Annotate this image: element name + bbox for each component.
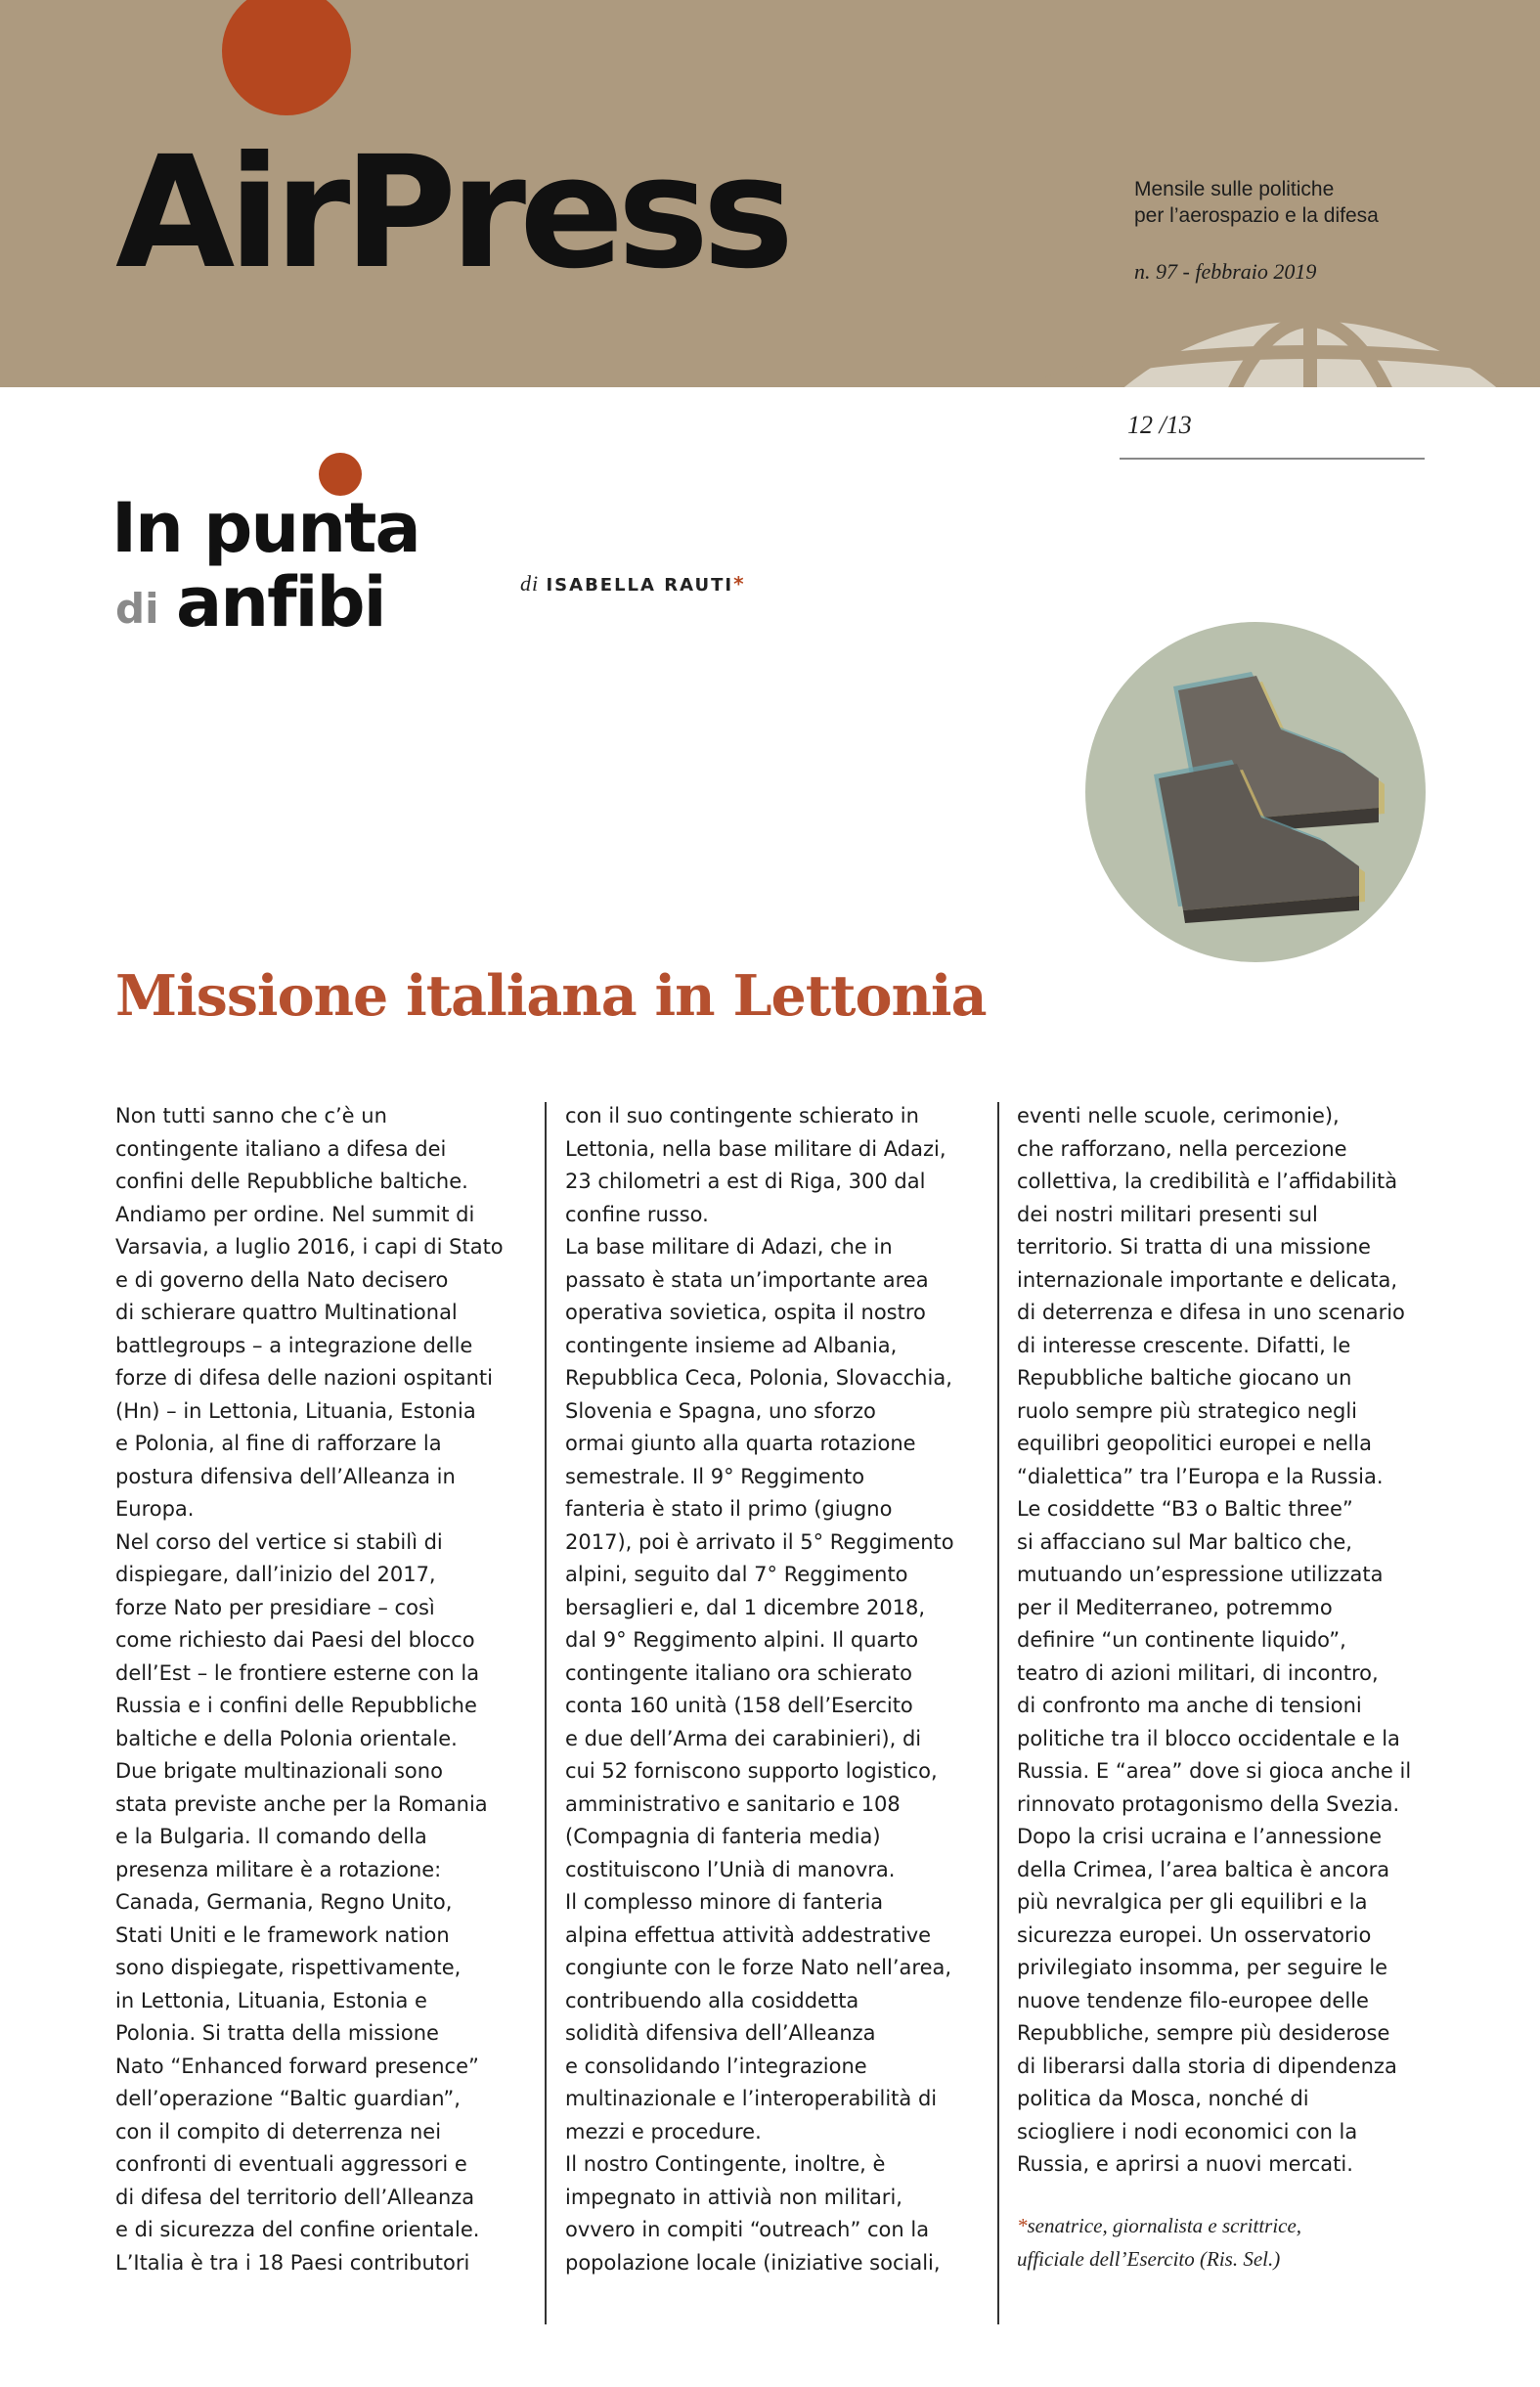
sun-logo-icon — [222, 0, 351, 115]
article-line: sciogliere i nodi economici con la — [1017, 2119, 1358, 2144]
article-line: più nevralgica per gli equilibri e la — [1017, 1890, 1368, 1914]
article-line: e di sicurezza del confine orientale. — [115, 2218, 480, 2241]
article-line: alpina effettua attività addestrative — [565, 1923, 932, 1947]
article-line: per il Mediterraneo, potremmo — [1017, 1595, 1333, 1619]
column-logo-line-2: anfibi — [176, 562, 385, 642]
article-column-2 — [565, 1100, 976, 2279]
article-line: congiunte con le forze Nato nell’area, — [565, 1956, 952, 1979]
article-line: Non tutti sanno che c’è un — [115, 1104, 387, 1127]
article-line: ruolo sempre più strategico negli — [1017, 1398, 1358, 1423]
article-line: Russia. E “area” dove si gioca anche il — [1017, 1759, 1412, 1783]
airpress-logo[interactable]: AirPress — [115, 123, 788, 303]
article-line: contingente italiano a difesa dei — [115, 1136, 447, 1161]
byline — [520, 571, 745, 597]
article-line: Repubblica Ceca, Polonia, Slovacchia, — [565, 1366, 952, 1390]
column-divider — [997, 1102, 999, 2324]
masthead — [0, 0, 1540, 387]
article-line: mutuando un’espressione utilizzata — [1017, 1563, 1384, 1586]
boots-icon — [1085, 622, 1426, 962]
article-line: amministrativo e sanitario e 108 — [565, 1791, 901, 1816]
article-line: 2017), poi è arrivato il 5° Reggimento — [565, 1529, 954, 1554]
article-line: confine russo. — [565, 1202, 709, 1226]
article-line: stata previste anche per la Romania — [115, 1791, 488, 1816]
article-line: privilegiato insomma, per seguire le — [1017, 1956, 1388, 1979]
article-line: rinnovato protagonismo della Svezia. — [1017, 1791, 1400, 1816]
article-line: che rafforzano, nella percezione — [1017, 1136, 1347, 1161]
article-line: Repubbliche, sempre più desiderose — [1017, 2021, 1390, 2045]
article-line: ovvero in compiti “outreach” con la — [565, 2218, 930, 2241]
article-line: con il suo contingente schierato in — [565, 1104, 919, 1127]
article-line: politiche tra il blocco occidentale e la — [1017, 1726, 1400, 1750]
article-line: Canada, Germania, Regno Unito, — [115, 1890, 453, 1914]
article-line: alpini, seguito dal 7° Reggimento — [565, 1563, 908, 1586]
article-line: dispiegare, dall’inizio del 2017, — [115, 1563, 436, 1586]
article-line: forze Nato per presidiare – così — [115, 1595, 435, 1619]
page-number: 12 /13 — [1127, 411, 1192, 439]
article-line: (Compagnia di fanteria media) — [565, 1825, 881, 1848]
byline-star: * — [733, 572, 745, 596]
article-line: contingente italiano ora schierato — [565, 1660, 912, 1685]
footnote-star: * — [1017, 2214, 1028, 2237]
article-line: di schierare quattro Multinational — [115, 1301, 458, 1324]
article-line: definire “un continente liquido”, — [1017, 1628, 1346, 1652]
article-line: impegnato in attivià non militari, — [565, 2185, 902, 2209]
article-line: Il nostro Contingente, inoltre, è — [565, 2152, 886, 2176]
article-line: contingente insieme ad Albania, — [565, 1333, 898, 1357]
article-line: Le cosiddette “B3 o Baltic three” — [1017, 1497, 1353, 1521]
article-line: Stati Uniti e le framework nation — [115, 1923, 450, 1947]
article-line: nuove tendenze filo-europee delle — [1017, 1988, 1369, 2012]
byline-author: ISABELLA RAUTI — [546, 575, 734, 596]
article-line: Andiamo per ordine. Nel summit di — [115, 1202, 475, 1226]
article-line: bersaglieri e, dal 1 dicembre 2018, — [565, 1595, 926, 1619]
column-logo-line-1: In punta — [111, 488, 419, 568]
article-line: Russia, e aprirsi a nuovi mercati. — [1017, 2152, 1353, 2176]
article-line: dei nostri militari presenti sul — [1017, 1202, 1318, 1226]
article-title: Missione italiana in Lettonia — [115, 963, 987, 1029]
article-line: La base militare di Adazi, che in — [565, 1235, 893, 1259]
article-line: Nel corso del vertice si stabilì di — [115, 1529, 443, 1554]
article-line: sicurezza europei. Un osservatorio — [1017, 1923, 1372, 1947]
globe-icon — [1017, 321, 1540, 387]
tagline-line-1: Mensile sulle politiche — [1134, 178, 1335, 200]
article-line: e Polonia, al fine di rafforzare la — [115, 1432, 442, 1455]
page-number-rule — [1120, 458, 1425, 460]
article-line: Due brigate multinazionali sono — [115, 1759, 443, 1783]
article-line: territorio. Si tratta di una missione — [1017, 1235, 1371, 1259]
article-line: di confronto ma anche di tensioni — [1017, 1694, 1362, 1717]
article-line: postura difensiva dell’Alleanza in — [115, 1464, 456, 1488]
article-line: popolazione locale (iniziative sociali, — [565, 2250, 941, 2275]
article-line: sono dispiegate, rispettivamente, — [115, 1956, 462, 1979]
article-line: contribuendo alla cosiddetta — [565, 1988, 859, 2012]
article-line: conta 160 unità (158 dell’Esercito — [565, 1694, 913, 1717]
article-line: L’Italia è tra i 18 Paesi contributori — [115, 2250, 470, 2275]
article-line: di deterrenza e difesa in uno scenario — [1017, 1301, 1405, 1324]
article-line: Varsavia, a luglio 2016, i capi di Stato — [115, 1235, 504, 1259]
masthead-tagline — [1134, 176, 1379, 229]
article-line: Slovenia e Spagna, uno sforzo — [565, 1398, 876, 1423]
article-line: dell’operazione “Baltic guardian”, — [115, 2087, 461, 2110]
article-line: confini delle Repubbliche baltiche. — [115, 1170, 468, 1193]
article-line: Repubbliche baltiche giocano un — [1017, 1366, 1352, 1390]
article-line: Polonia. Si tratta della missione — [115, 2021, 439, 2045]
article-line: politica da Mosca, nonché di — [1017, 2087, 1309, 2110]
article-line: “dialettica” tra l’Europa e la Russia. — [1017, 1464, 1384, 1488]
article-line: della Crimea, l’area baltica è ancora — [1017, 1857, 1390, 1881]
article-line: fanteria è stato il primo (giugno — [565, 1497, 893, 1521]
article-line: presenza militare è a rotazione: — [115, 1857, 442, 1881]
article-line: semestrale. Il 9° Reggimento — [565, 1464, 865, 1488]
article-line: teatro di azioni militari, di incontro, — [1017, 1660, 1379, 1685]
article-line: baltiche e della Polonia orientale. — [115, 1726, 458, 1750]
article-line: di liberarsi dalla storia di dipendenza — [1017, 2054, 1397, 2078]
footnote-line-1: senatrice, giornalista e scrittrice, — [1027, 2214, 1302, 2237]
article-line: e la Bulgaria. Il comando della — [115, 1825, 427, 1848]
issue-info: n. 97 - febbraio 2019 — [1134, 259, 1317, 284]
article-line: solidità difensiva dell’Alleanza — [565, 2021, 876, 2045]
article-line: di difesa del territorio dell’Alleanza — [115, 2185, 475, 2209]
article-line: e consolidando l’integrazione — [565, 2054, 867, 2078]
column-logo-prefix: di — [115, 585, 159, 633]
article-line: dal 9° Reggimento alpini. Il quarto — [565, 1628, 919, 1652]
article-line: internazionale importante e delicata, — [1017, 1267, 1398, 1292]
article-line: multinazionale e l’interoperabilità di — [565, 2087, 938, 2110]
article-line: in Lettonia, Lituania, Estonia e — [115, 1988, 427, 2012]
article-line: ormai giunto alla quarta rotazione — [565, 1432, 916, 1455]
article-line: 23 chilometri a est di Riga, 300 dal — [565, 1170, 926, 1193]
article-line: di interesse crescente. Difatti, le — [1017, 1333, 1351, 1357]
article-line: equilibri geopolitici europei e nella — [1017, 1432, 1372, 1455]
article-line: come richiesto dai Paesi del blocco — [115, 1628, 475, 1652]
article-line: forze di difesa delle nazioni ospitanti — [115, 1366, 493, 1390]
article-line: Il complesso minore di fanteria — [565, 1890, 884, 1914]
tagline-line-2: per l’aerospazio e la difesa — [1134, 204, 1379, 227]
article-line: operativa sovietica, ospita il nostro — [565, 1301, 926, 1324]
article-line: Nato “Enhanced forward presence” — [115, 2054, 479, 2078]
article-line: (Hn) – in Lettonia, Lituania, Estonia — [115, 1398, 476, 1423]
article-column-3 — [1017, 1100, 1428, 2182]
article-line: e di governo della Nato decisero — [115, 1267, 449, 1292]
article-line: Europa. — [115, 1497, 195, 1521]
article-line: battlegroups – a integrazione delle — [115, 1333, 473, 1357]
article-line: mezzi e procedure. — [565, 2119, 762, 2144]
article-line: eventi nelle scuole, cerimonie), — [1017, 1104, 1340, 1127]
article-line: dell’Est – le frontiere esterne con la — [115, 1660, 480, 1685]
article-line: e due dell’Arma dei carabinieri), di — [565, 1726, 922, 1750]
author-footnote — [1017, 2209, 1428, 2276]
byline-prefix: di — [520, 571, 540, 596]
article-line: Dopo la crisi ucraina e l’annessione — [1017, 1825, 1383, 1848]
article-column-1 — [115, 1100, 526, 2279]
article-line: Lettonia, nella base militare di Adazi, — [565, 1136, 946, 1161]
article-line: confronti di eventuali aggressori e — [115, 2152, 467, 2176]
article-line: si affacciano sul Mar baltico che, — [1017, 1529, 1352, 1554]
column-divider — [545, 1102, 547, 2324]
article-line: Russia e i confini delle Repubbliche — [115, 1694, 477, 1717]
article-line: passato è stata un’importante area — [565, 1267, 929, 1292]
article-line: costituiscono l’Unià di manovra. — [565, 1857, 896, 1881]
article-line: cui 52 forniscono supporto logistico, — [565, 1759, 938, 1783]
article-line: con il compito di deterrenza nei — [115, 2119, 442, 2144]
article-line: collettiva, la credibilità e l’affidabilità — [1017, 1170, 1398, 1193]
footnote-line-2: ufficiale dell’Esercito (Ris. Sel.) — [1017, 2247, 1281, 2271]
